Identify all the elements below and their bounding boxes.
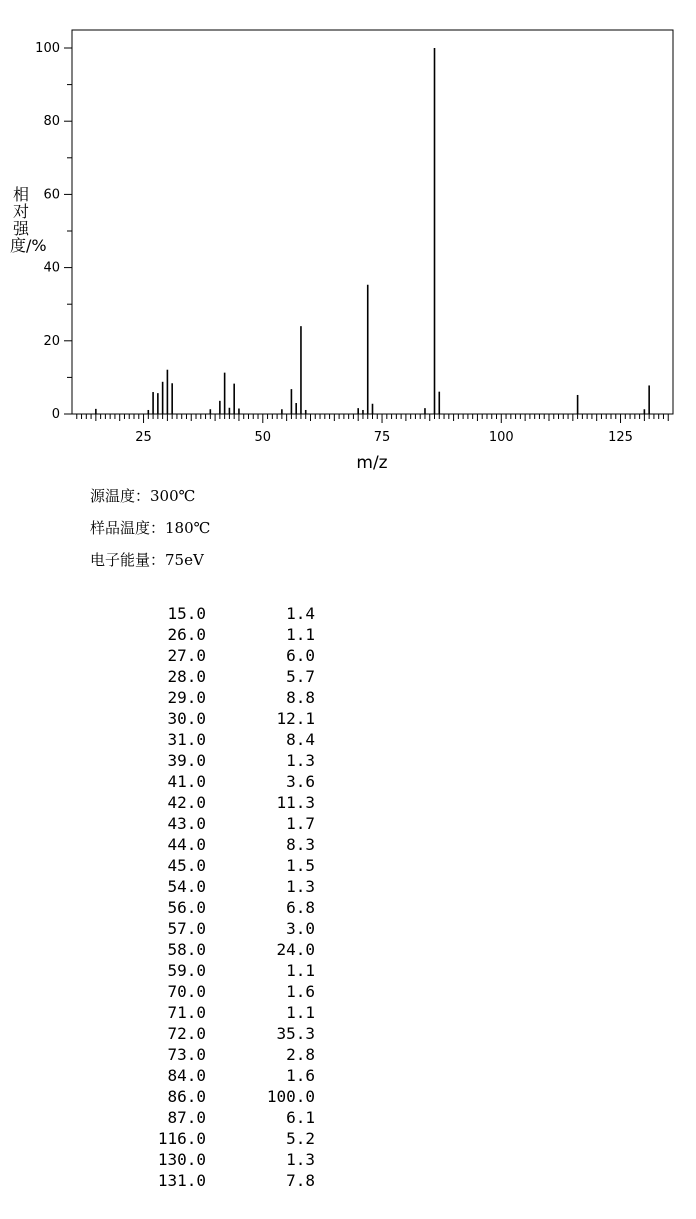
peak-row — [130, 855, 315, 876]
peak-intensity: 6.0 — [286, 646, 315, 665]
peak-intensity: 1.5 — [286, 856, 315, 875]
peak-table — [130, 603, 315, 1191]
peak-row — [130, 1107, 315, 1128]
peak-intensity: 1.3 — [286, 877, 315, 896]
peak-intensity: 1.3 — [286, 1150, 315, 1169]
peak-row — [130, 813, 315, 834]
peak-row — [130, 1065, 315, 1086]
conditions-list — [90, 484, 210, 580]
peak-intensity: 7.8 — [286, 1171, 315, 1190]
peak-row — [130, 834, 315, 855]
x-tick-label: 25 — [135, 430, 152, 445]
peak-mz: 44.0 — [167, 835, 206, 854]
y-tick-label: 60 — [43, 187, 60, 203]
peak-row — [130, 876, 315, 897]
condition-value: 300℃ — [150, 487, 196, 505]
peak-mz: 57.0 — [167, 919, 206, 938]
condition-electron-energy — [90, 548, 210, 580]
peak-mz: 72.0 — [167, 1024, 206, 1043]
peak-row — [130, 708, 315, 729]
peak-row — [130, 939, 315, 960]
peak-intensity: 6.8 — [286, 898, 315, 917]
peak-mz: 27.0 — [167, 646, 206, 665]
peak-intensity: 2.8 — [286, 1045, 315, 1064]
peak-mz: 84.0 — [167, 1066, 206, 1085]
x-tick-label: 50 — [254, 430, 272, 445]
peak-mz: 56.0 — [167, 898, 206, 917]
peak-row — [130, 960, 315, 981]
y-tick-label: 20 — [43, 333, 60, 349]
peak-mz: 73.0 — [167, 1045, 206, 1064]
peak-mz: 87.0 — [167, 1108, 206, 1127]
x-tick-label: 125 — [608, 430, 633, 445]
peak-intensity: 6.1 — [286, 1108, 315, 1127]
peak-mz: 15.0 — [167, 604, 206, 623]
peak-intensity: 3.6 — [286, 772, 315, 791]
peak-mz: 59.0 — [167, 961, 206, 980]
peak-intensity: 1.6 — [286, 1066, 315, 1085]
peak-mz: 86.0 — [167, 1087, 206, 1106]
y-axis-label: 相对强度/% — [10, 185, 47, 255]
peak-row — [130, 792, 315, 813]
y-tick-label: 80 — [43, 114, 60, 130]
peak-row — [130, 750, 315, 771]
condition-source-temp — [90, 484, 210, 516]
peak-intensity: 35.3 — [276, 1024, 315, 1043]
x-tick-label: 100 — [488, 430, 514, 445]
peak-mz: 131.0 — [157, 1171, 206, 1190]
peak-row — [130, 981, 315, 1002]
condition-value: 75eV — [165, 551, 204, 569]
peak-row — [130, 1044, 315, 1065]
peak-mz: 30.0 — [167, 709, 206, 728]
peak-mz: 28.0 — [167, 667, 206, 686]
x-tick-label: 75 — [373, 430, 391, 445]
condition-label: 电子能量： — [90, 551, 166, 569]
peak-row — [130, 897, 315, 918]
peak-intensity: 8.4 — [286, 730, 315, 749]
peak-intensity: 1.1 — [286, 961, 315, 980]
peak-mz: 41.0 — [167, 772, 206, 791]
condition-value: 180℃ — [165, 519, 211, 537]
x-axis-label: m/z — [356, 453, 388, 473]
peak-row — [130, 729, 315, 750]
peak-intensity: 24.0 — [276, 940, 315, 959]
peak-row — [130, 624, 315, 645]
peak-row — [130, 666, 315, 687]
y-tick-label: 40 — [43, 260, 60, 276]
peak-row — [130, 1128, 315, 1149]
peak-mz: 39.0 — [167, 751, 206, 770]
peak-row — [130, 687, 315, 708]
y-tick-label: 100 — [35, 41, 60, 56]
peak-row — [130, 771, 315, 792]
peak-row — [130, 1002, 315, 1023]
peak-intensity: 1.7 — [286, 814, 315, 833]
mass-spectrum-chart — [0, 0, 696, 480]
condition-label: 源温度： — [90, 487, 151, 505]
peak-mz: 26.0 — [167, 625, 206, 644]
peak-mz: 45.0 — [167, 856, 206, 875]
condition-sample-temp — [90, 516, 210, 548]
peak-mz: 29.0 — [167, 688, 206, 707]
peak-intensity: 100.0 — [266, 1087, 315, 1106]
peak-mz: 116.0 — [157, 1129, 206, 1148]
peak-intensity: 5.7 — [286, 667, 315, 686]
peak-mz: 70.0 — [167, 982, 206, 1001]
peak-mz: 42.0 — [167, 793, 206, 812]
peak-intensity: 5.2 — [286, 1129, 315, 1148]
peak-row — [130, 1086, 315, 1107]
peak-intensity: 1.4 — [286, 604, 315, 623]
y-tick-label: 0 — [51, 407, 60, 422]
peak-intensity: 1.3 — [286, 751, 315, 770]
peak-mz: 54.0 — [167, 877, 206, 896]
peak-row — [130, 1023, 315, 1044]
peak-mz: 31.0 — [167, 730, 206, 749]
peak-intensity: 8.3 — [286, 835, 315, 854]
peak-intensity: 3.0 — [286, 919, 315, 938]
peak-intensity: 1.1 — [286, 625, 315, 644]
peak-mz: 43.0 — [167, 814, 206, 833]
peak-intensity: 1.6 — [286, 982, 315, 1001]
peak-intensity: 12.1 — [276, 709, 315, 728]
peak-intensity: 11.3 — [276, 793, 315, 812]
peak-mz: 130.0 — [157, 1150, 206, 1169]
peak-row — [130, 645, 315, 666]
peak-row — [130, 1149, 315, 1170]
peak-intensity: 1.1 — [286, 1003, 315, 1022]
peak-row — [130, 918, 315, 939]
peak-intensity: 8.8 — [286, 688, 315, 707]
peak-row — [130, 1170, 315, 1191]
peak-mz: 58.0 — [167, 940, 206, 959]
peak-row — [130, 603, 315, 624]
plot-frame — [72, 30, 673, 414]
condition-label: 样品温度： — [90, 519, 166, 537]
peak-mz: 71.0 — [167, 1003, 206, 1022]
